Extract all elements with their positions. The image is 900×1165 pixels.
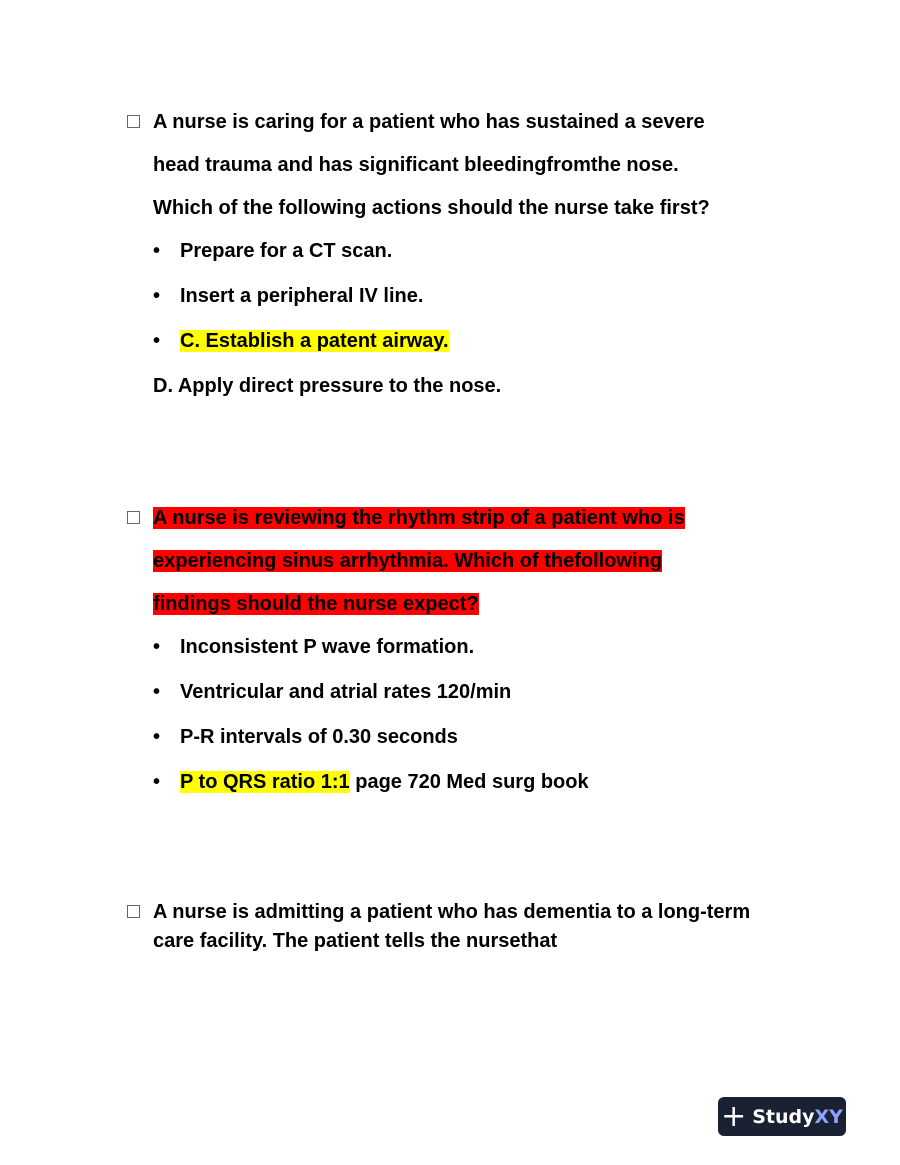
question-2 bbox=[127, 504, 827, 813]
bullet-icon: • bbox=[153, 726, 161, 748]
option-text: Prepare for a CT scan. bbox=[180, 240, 393, 262]
plus-icon: + bbox=[721, 1098, 747, 1134]
bullet-icon: • bbox=[153, 771, 161, 793]
question-stem-line: findings should the nurse expect? bbox=[153, 593, 479, 615]
question-stem-line: A nurse is admitting a patient who has dementia to a long-term bbox=[127, 898, 827, 927]
bullet-icon: • bbox=[153, 681, 161, 703]
option-reference-note: page 720 Med surg book bbox=[349, 771, 589, 793]
option-text: Ventricular and atrial rates 120/min bbox=[180, 681, 512, 703]
bullet-icon: • bbox=[153, 330, 161, 352]
answer-option-correct bbox=[127, 327, 827, 372]
studyxy-logo[interactable] bbox=[718, 1097, 846, 1136]
answer-option bbox=[127, 282, 827, 327]
checkbox-icon bbox=[127, 115, 140, 128]
checkbox-icon bbox=[127, 905, 140, 918]
question-stem-line: head trauma and has significant bleedingfromthe nose. bbox=[153, 154, 679, 176]
answer-option bbox=[127, 723, 827, 768]
answer-option bbox=[127, 633, 827, 678]
question-stem-line: care facility. The patient tells the nursethat bbox=[153, 930, 558, 952]
question-stem-line: A nurse is caring for a patient who has sustained a severe bbox=[127, 108, 827, 151]
question-stem-line: A nurse is reviewing the rhythm strip of a patient who is bbox=[127, 504, 827, 547]
question-stem-line: Which of the following actions should the nurse take first? bbox=[153, 197, 710, 219]
option-text: Inconsistent P wave formation. bbox=[180, 636, 475, 658]
answer-option-d: D. Apply direct pressure to the nose. bbox=[153, 375, 502, 397]
logo-text-accent: XY bbox=[814, 1105, 843, 1128]
answer-option bbox=[127, 678, 827, 723]
question-stem-line: experiencing sinus arrhythmia. Which of thefollowing bbox=[153, 550, 662, 572]
option-text: Insert a peripheral IV line. bbox=[180, 285, 424, 307]
question-1 bbox=[127, 108, 827, 417]
bullet-icon: • bbox=[153, 240, 161, 262]
logo-text: Study bbox=[752, 1105, 815, 1128]
checkbox-icon bbox=[127, 511, 140, 524]
option-text: P-R intervals of 0.30 seconds bbox=[180, 726, 458, 748]
answer-option-correct bbox=[127, 768, 827, 813]
answer-option bbox=[127, 237, 827, 282]
bullet-icon: • bbox=[153, 285, 161, 307]
option-text-highlighted: C. Establish a patent airway. bbox=[180, 330, 449, 352]
question-3 bbox=[127, 898, 827, 956]
option-text-highlighted: P to QRS ratio 1:1 bbox=[180, 771, 350, 793]
bullet-icon: • bbox=[153, 636, 161, 658]
